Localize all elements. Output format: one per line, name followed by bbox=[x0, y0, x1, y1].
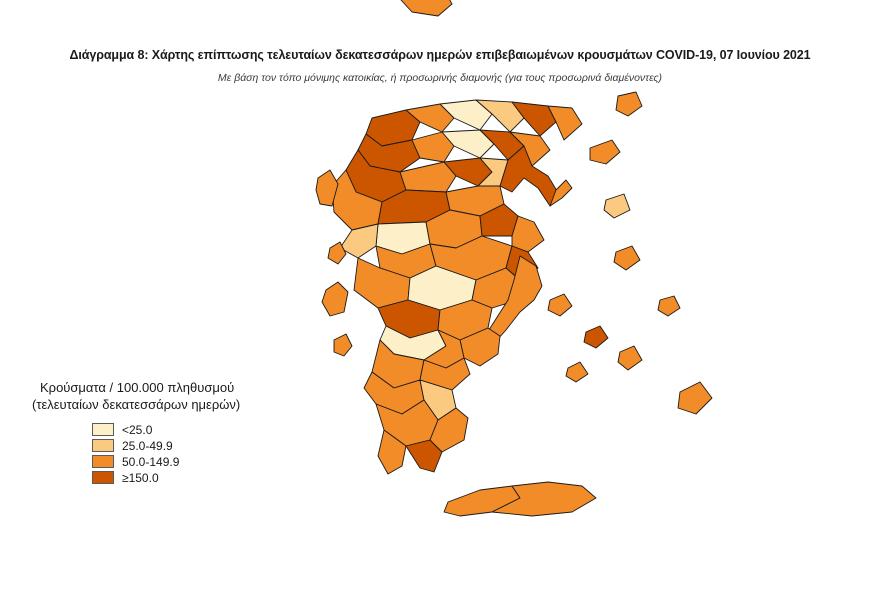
map-unit-u56[interactable] bbox=[584, 326, 608, 348]
legend-label-2: 50.0-149.9 bbox=[122, 454, 180, 469]
greece-choropleth-map bbox=[120, 0, 860, 590]
legend-label-0: <25.0 bbox=[122, 422, 153, 437]
map-unit-u60[interactable] bbox=[678, 382, 712, 414]
map-unit-u53[interactable] bbox=[604, 194, 630, 218]
map-unit-u50[interactable] bbox=[334, 334, 352, 356]
page-subtitle: Με βάση τον τόπο μόνιμης κατοικίας, ή προσωρινής διαμονής (για τους προσωρινά διαμένοντες) bbox=[217, 72, 663, 84]
legend-title-line1: Κρούσματα / 100.000 πληθυσμού bbox=[40, 380, 235, 395]
map-unit-u57[interactable] bbox=[618, 346, 642, 370]
map-unit-u58[interactable] bbox=[566, 362, 588, 382]
map-svg bbox=[120, 0, 860, 590]
legend-item bbox=[92, 454, 302, 469]
legend-title-line2: (τελευταίων δεκατεσσάρων ημερών) bbox=[32, 397, 241, 412]
map-unit-u51[interactable] bbox=[590, 140, 620, 164]
legend-item bbox=[92, 438, 302, 453]
legend-swatch-icon-0 bbox=[92, 423, 114, 436]
map-unit-u59[interactable] bbox=[658, 296, 680, 316]
map-unit-u52[interactable] bbox=[616, 92, 642, 116]
legend bbox=[32, 380, 302, 486]
legend-swatch-icon-3 bbox=[92, 471, 114, 484]
legend-label-1: 25.0-49.9 bbox=[122, 438, 173, 453]
legend-swatch-icon-1 bbox=[92, 439, 114, 452]
page-title: Διάγραμμα 8: Χάρτης επίπτωσης τελευταίων δεκατεσσάρων ημερών επιβεβαιωμένων κρουσμάτων COVID-19, 07 Ιουνίου 2021 bbox=[69, 48, 811, 62]
legend-label-3: ≥150.0 bbox=[122, 470, 159, 485]
legend-swatch-icon-2 bbox=[92, 455, 114, 468]
legend-items bbox=[92, 422, 302, 485]
map-unit-u54[interactable] bbox=[614, 246, 640, 270]
legend-item bbox=[92, 470, 302, 485]
legend-item bbox=[92, 422, 302, 437]
map-unit-u55[interactable] bbox=[548, 294, 572, 316]
map-unit-u49[interactable] bbox=[322, 282, 348, 316]
map-unit-u25[interactable] bbox=[512, 216, 544, 252]
map-unit-u01[interactable] bbox=[401, 0, 452, 16]
